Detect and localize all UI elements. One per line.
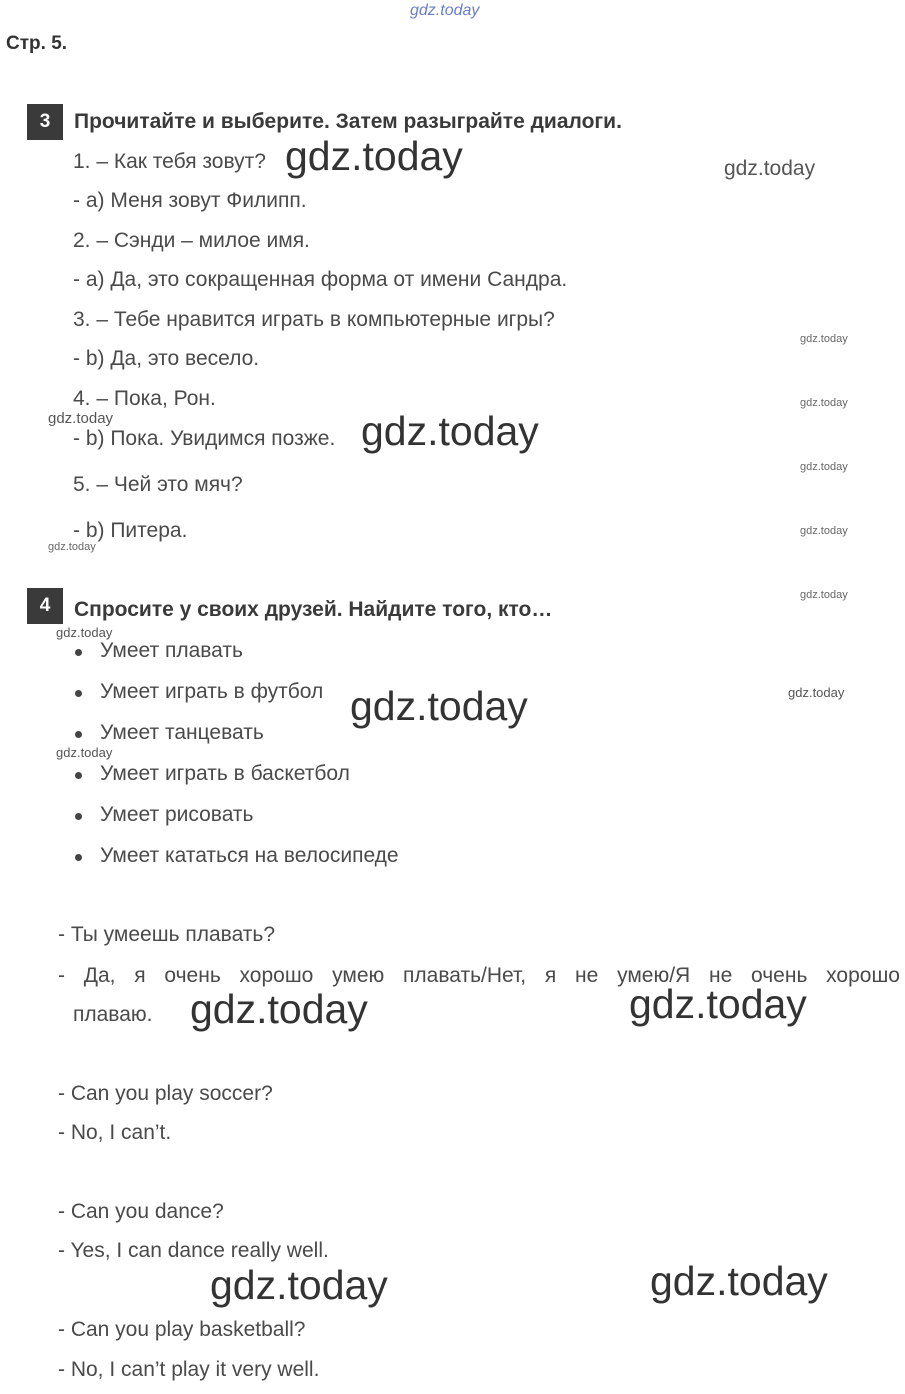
dialogue-line: 4. – Пока, Рон. xyxy=(73,387,216,410)
watermark: gdz.today xyxy=(210,1262,388,1308)
bullet-icon xyxy=(75,854,82,861)
watermark: gdz.today xyxy=(800,397,848,409)
list-item: Умеет рисовать xyxy=(100,803,254,826)
page-reference: Стр. 5. xyxy=(6,33,68,54)
task-number-badge: 4 xyxy=(27,588,63,624)
watermark: gdz.today xyxy=(800,461,848,473)
dialogue-line: - a) Меня зовут Филипп. xyxy=(73,189,307,212)
dialogue-line: - b) Да, это весело. xyxy=(73,347,260,370)
list-item: Умеет играть в баскетбол xyxy=(100,762,350,785)
dialogue-line: 5. – Чей это мяч? xyxy=(73,473,243,496)
watermark: gdz.today xyxy=(800,525,848,537)
bullet-icon xyxy=(75,731,82,738)
watermark: gdz.today xyxy=(48,541,96,553)
list-item: Умеет танцевать xyxy=(100,721,264,744)
dialogue-line: - Ты умеешь плавать? xyxy=(58,923,276,946)
watermark: gdz.today xyxy=(788,685,845,700)
watermark: gdz.today xyxy=(350,683,528,729)
dialogue-line: 2. – Сэнди – милое имя. xyxy=(73,229,310,252)
site-watermark-top: gdz.today xyxy=(410,2,480,19)
watermark: gdz.today xyxy=(56,745,113,760)
bullet-icon xyxy=(75,690,82,697)
task-number-badge: 3 xyxy=(27,104,63,140)
dialogue-line: - Yes, I can dance really well. xyxy=(58,1239,329,1262)
watermark: gdz.today xyxy=(361,408,539,454)
bullet-icon xyxy=(75,649,82,656)
dialogue-line: - Can you play basketball? xyxy=(58,1318,306,1341)
bullet-icon xyxy=(75,772,82,779)
watermark: gdz.today xyxy=(800,333,848,345)
dialogue-line: 1. – Как тебя зовут? xyxy=(73,150,266,173)
watermark: gdz.today xyxy=(190,986,368,1032)
dialogue-line: - No, I can’t. xyxy=(58,1121,172,1144)
dialogue-line: - b) Питера. xyxy=(73,519,188,542)
watermark: gdz.today xyxy=(800,589,848,601)
dialogue-line: - a) Да, это сокращенная форма от имени Сандра. xyxy=(73,268,568,291)
list-item: Умеет играть в футбол xyxy=(100,680,324,703)
dialogue-line: 3. – Тебе нравится играть в компьютерные игры? xyxy=(73,308,555,331)
watermark: gdz.today xyxy=(629,981,807,1027)
task-title: Прочитайте и выберите. Затем разыграйте диалоги. xyxy=(74,110,622,133)
dialogue-line: - Can you dance? xyxy=(58,1200,224,1223)
list-item: Умеет плавать xyxy=(100,639,243,662)
watermark: gdz.today xyxy=(650,1258,828,1304)
task-title: Спросите у своих друзей. Найдите того, кто… xyxy=(74,598,553,621)
dialogue-line: плаваю. xyxy=(73,1003,153,1026)
dialogue-line: - Да, я очень хорошо умею плавать/Нет, я не умею/Я не очень хорошо xyxy=(58,964,900,987)
dialogue-line: - No, I can’t play it very well. xyxy=(58,1358,320,1381)
watermark: gdz.today xyxy=(285,133,463,179)
list-item: Умеет кататься на велосипеде xyxy=(100,844,399,867)
dialogue-line: - Can you play soccer? xyxy=(58,1082,273,1105)
watermark: gdz.today xyxy=(724,157,816,180)
watermark: gdz.today xyxy=(48,410,114,427)
watermark: gdz.today xyxy=(56,625,113,640)
dialogue-line: - b) Пока. Увидимся позже. xyxy=(73,427,336,450)
bullet-icon xyxy=(75,813,82,820)
